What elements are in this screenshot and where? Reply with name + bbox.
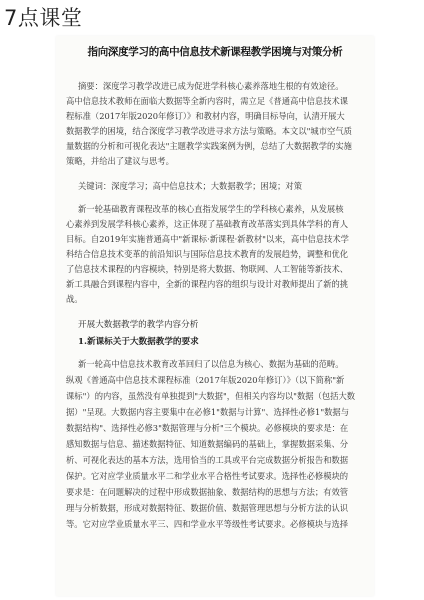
keywords-line: 关键词：深度学习；高中信息技术；大数据教学；困境；对策 <box>78 181 303 191</box>
body-line: 析、可视化表达的基本方法，选用恰当的工具或平台完成数据分析报告和数据 <box>66 455 349 465</box>
intro-line: 了信息技术课程的内容模块，特别是将大数据、物联网、人工智能等新技术、 <box>66 264 349 274</box>
intro-line: 心素养到发展学科核心素养，这正体现了基础教育改革落实到具体学科的育人 <box>66 219 349 229</box>
body-line: 等。它对应学业质量水平三、四和学业水平等级性考试要求。必修模块与选择 <box>66 519 349 529</box>
brand-logo-text: 7点课堂 <box>4 6 83 30</box>
document-title: 指向深度学习的高中信息技术新课程教学困境与对策分析 <box>87 46 343 58</box>
body-line: 感知数据与信息、描述数据特征、知道数据编码的基础上，掌握数据采集、分 <box>66 439 349 449</box>
body-line: 纵观《普通高中信息技术课程标准（2017年版2020年修订）》（以下简称"新 <box>66 375 345 385</box>
intro-line: 科结合信息技术变革的前沿知识与国际信息技术教育的发展趋势，调整和优化 <box>66 249 349 259</box>
body-line: 要求是：在问题解决的过程中形成数据抽象、数据结构的思想与方法；有效管 <box>66 487 349 497</box>
document-page <box>56 36 374 596</box>
body-line: 理与分析数据，形成对数据特征、数据价值、数据管理思想与分析方法的认识 <box>66 503 349 513</box>
subsection-heading: 1.新课标关于大数据教学的要求 <box>78 337 199 347</box>
body-line: 保护。它对应学业质量水平二和学业水平合格性考试要求。选择性必修模块的 <box>66 471 349 481</box>
body-line: 数据结构"、选择性必修3"数据管理与分析"三个模块。必修模块的要求是：在 <box>66 423 349 433</box>
section-heading: 开展大数据教学的教学内容分析 <box>78 320 199 330</box>
abstract-line: 程标准（2017年版2020年修订）》和教材内容，明确目标导向，认清开展大 <box>66 111 345 121</box>
intro-line: 新一轮基础教育课程改革的核心直指发展学生的学科核心素养，从发展核 <box>78 204 344 214</box>
body-line: 据）"呈现。大数据内容主要集中在必修1"数据与计算"、选择性必修1"数据与 <box>66 407 350 417</box>
body-line: 新一轮高中信息技术教育改革回归了以信息为核心、数据为基础的范畴。 <box>78 359 344 369</box>
intro-line: 目标。自2019年实施普通高中"新课标·新课程·新教材"以来，高中信息技术学 <box>66 234 349 244</box>
abstract-line: 摘要：深度学习教学改进已成为促进学科核心素养落地生根的有效途径。 <box>78 81 344 91</box>
intro-line: 战。 <box>66 294 83 304</box>
abstract-line: 数据教学的困境，结合深度学习教学改进寻求方法与策略。本文以"城市空气质 <box>66 126 352 136</box>
abstract-line: 量数据的分析和可视化表达"主题教学实践案例为例，总结了大数据教学的实施 <box>66 141 352 151</box>
body-line: 课标"）的内容，虽然没有单独提到"大数据"，但相关内容均以"数据（包括大数 <box>66 391 356 401</box>
intro-line: 新工具融合到课程内容中，全新的课程内容的组织与设计对教师提出了新的挑 <box>66 279 349 289</box>
abstract-line: 策略，并给出了建议与思考。 <box>66 156 174 166</box>
abstract-line: 高中信息技术教师在面临大数据等全新内容时，需立足《普通高中信息技术课 <box>66 96 349 106</box>
